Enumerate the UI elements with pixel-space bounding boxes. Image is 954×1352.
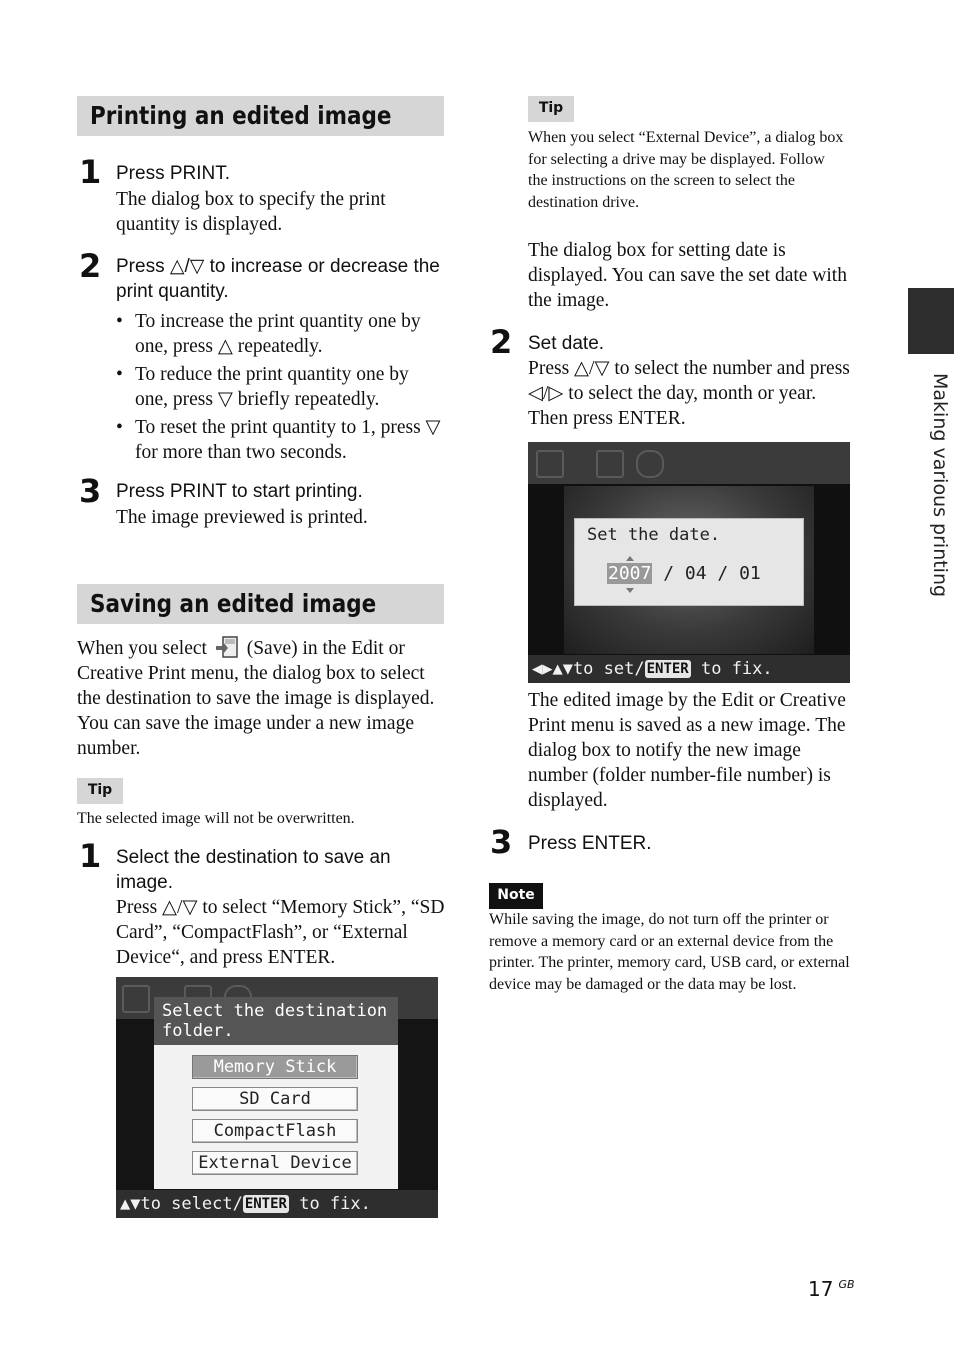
date-dialog [574,518,804,606]
list-item: • To reset the print quantity to 1, press ▽ for more than two seconds. [116,415,446,465]
undo-icon [636,450,664,478]
after-screen-text: The edited image by the Edit or Creative Print menu is saved as a new image. The dialog box to notify the new image number (folder number-file number) is displayed. [528,690,846,811]
step-title: Press PRINT. [116,163,231,184]
section-header-saving [77,584,444,624]
step-number: 2 [79,247,102,285]
month-field[interactable]: 04 [684,563,707,584]
save-icon [214,634,240,658]
list-item: • To increase the print quantity one by one, press △ repeatedly. [116,309,446,359]
option-external-device[interactable]: External Device [192,1151,358,1175]
tip-text: The selected image will not be overwritten. [77,810,355,827]
screen-footer: ▲▼to select/ ENTER to fix. [116,1190,438,1218]
enter-key: ENTER [646,661,689,677]
step-title: Press ENTER. [528,833,652,854]
date-fields: 2007 / 04 / 01 [608,563,761,584]
day-field[interactable]: 01 [739,563,761,584]
section-title: Printing an edited image [90,101,392,130]
edit-icon [122,985,150,1013]
step-body: The dialog box to specify the print quantity is displayed. [116,189,386,235]
bullet-list [116,309,446,468]
enter-key: ENTER [244,1196,287,1212]
destination-screen [116,977,438,1218]
step-number: 3 [79,472,102,510]
tip-label: Tip [77,778,123,804]
step-number: 2 [490,323,513,361]
step-body: Press △/▽ to select “Memory Stick”, “SD Card”, “CompactFlash”, or “External Device“, and press ENTER. [116,897,445,968]
step-number: 1 [79,837,102,875]
save-icon [596,450,624,478]
dialog-title: Select the destination folder. [154,997,398,1045]
option-memory-stick[interactable]: Memory Stick [192,1055,358,1079]
set-date-screen [528,442,850,683]
note-text: While saving the image, do not turn off the printer or remove a memory card or an external device from the printer. The printer, memory card, USB card, or external device may be damaged or the data may be lost. [489,911,850,993]
note-label: Note [489,883,543,909]
step-body: Press △/▽ to select the number and press ◁/▷ to select the day, month or year. Then press ENTER. [528,358,850,429]
dialog-title: Set the date. [587,525,721,545]
screen-toolbar [528,442,850,484]
section-header-printing [77,96,444,136]
screen-footer: ◀▶▲▼to set/ ENTER to fix. [528,655,850,683]
list-item: • To reduce the print quantity one by one, press ▽ briefly repeatedly. [116,362,446,412]
step-title: Select the destination to save an image. [116,847,391,893]
destination-dialog [154,997,398,1189]
step-title: Set date. [528,333,605,354]
saving-intro: When you select (Save) in the Edit or Creative Print menu, the dialog box to select the destination to save the image is displayed. You can save the image under a new image number. [77,634,447,761]
year-field[interactable]: 2007 [608,563,652,584]
side-tab-label: Making various printing [929,373,951,598]
side-tab-marker [908,288,954,354]
edit-icon [536,450,564,478]
tip-text: When you select “External Device”, a dialog box for selecting a drive may be displayed. Follow the instructions on the screen to select the destination drive. [528,129,844,211]
page-number: 17 $^{GB}$ [808,1277,855,1301]
option-compactflash[interactable]: CompactFlash [192,1119,358,1143]
tip-label: Tip [528,96,574,122]
up-arrow-icon [626,556,634,561]
section-title: Saving an edited image [90,589,377,618]
date-intro: The dialog box for setting date is displayed. You can save the set date with the image. [528,240,847,311]
down-arrow-icon [626,588,634,593]
step-number: 1 [79,153,102,191]
step-title: Press △/▽ to increase or decrease the print quantity. [116,256,440,302]
step-number: 3 [490,823,513,861]
step-title: Press PRINT to start printing. [116,481,363,502]
step-body: The image previewed is printed. [116,507,368,528]
option-sd-card[interactable]: SD Card [192,1087,358,1111]
